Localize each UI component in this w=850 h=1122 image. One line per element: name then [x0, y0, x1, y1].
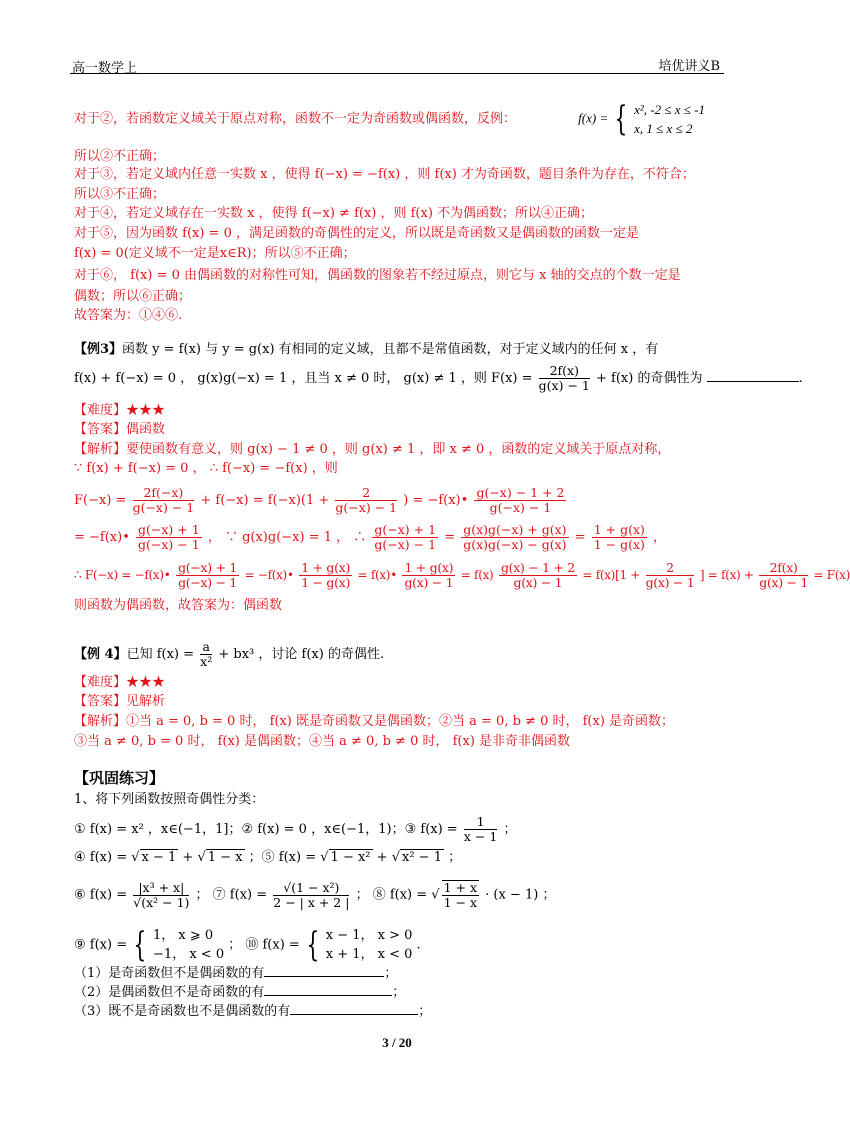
- text: + f(−x) = f(−x)(1 +: [200, 493, 330, 508]
- radicand: 1 − x²: [330, 850, 371, 865]
- den: g(−x) − 1: [489, 500, 552, 515]
- num: g(x) − 1 + 2: [500, 560, 575, 575]
- counterexample-cases: [634, 100, 705, 138]
- num: 2: [646, 561, 695, 576]
- case: 1， x ⩾ 0: [153, 928, 214, 943]
- part1-line1-text: 对于②，若函数定义域关于原点对称，函数不一定为奇函数或偶函数，反例：: [74, 111, 517, 127]
- example3-q2a: f(x) + f(−x) = 0 ， g(x)g(−x) = 1 ，且当 x ≠ 0 时， g(x) ≠ 1 ，则 F(x) =: [74, 371, 533, 386]
- text: ] = f(x) +: [699, 568, 754, 582]
- text: ；: [418, 1004, 432, 1019]
- text: =: [444, 530, 456, 545]
- header-divider: [70, 73, 724, 74]
- num: 1: [464, 815, 497, 830]
- radicand: x² − 1: [402, 850, 442, 865]
- text: = f(x)•: [357, 568, 397, 582]
- radicand: x − 1: [141, 850, 177, 865]
- part1-line1: [74, 100, 705, 138]
- period: .: [798, 371, 803, 386]
- practice-functions-row2: ④ f(x) = √ x − 1 + √ 1 − x ；⑤ f(x) = √ 1 − x² + √ x² − 1 ；: [74, 850, 462, 865]
- example4-answer: 【答案】见解析: [74, 694, 166, 709]
- den: g(−x) − 1: [132, 500, 195, 515]
- counterexample-function: [578, 100, 705, 138]
- text: ；: [503, 822, 517, 837]
- text: ， ∵ g(x)g(−x) = 1 ， ∴: [207, 530, 367, 545]
- practice-sub1: [74, 966, 397, 982]
- text: （2）是偶函数但不是奇函数的有: [74, 985, 265, 1000]
- case-2: x, 1 ≤ x ≤ 2: [634, 121, 693, 136]
- practice-sub2: [74, 985, 405, 1001]
- num: 2: [335, 486, 397, 501]
- text: = f(x)[1 +: [582, 568, 641, 582]
- answer-blank[interactable]: [707, 381, 799, 382]
- num: 1 + g(x): [404, 560, 454, 575]
- num: 2f(−x): [133, 486, 195, 501]
- den: g(x) − 1: [404, 575, 454, 590]
- example3-answer: 【答案】偶函数: [74, 422, 166, 437]
- example3-q1: 函数 y = f(x) 与 y = g(x) 有相同的定义域，且都不是常值函数，对于定义域内的任何 x ，有: [122, 342, 659, 357]
- text: · (x − 1) ；: [485, 887, 556, 903]
- num: g(−x) − 1 + 2: [476, 485, 565, 500]
- brace: {: [614, 99, 628, 139]
- text: = F(x): [813, 568, 850, 582]
- part1-line7: f(x) = 0(定义域不一定是x∈R)；所以⑤不正确；: [74, 246, 356, 261]
- part1-line10: 故答案为：①④⑥.: [74, 308, 183, 323]
- practice-title: 【巩固练习】: [74, 769, 165, 787]
- num: g(−x) + 1: [374, 522, 437, 537]
- den: g(−x) − 1: [335, 500, 398, 515]
- num: |x³ + x|: [133, 881, 189, 896]
- example3-fraction: [539, 364, 590, 393]
- practice-functions-row3: [74, 880, 555, 910]
- frac-den: g(x) − 1: [538, 378, 590, 393]
- header-left: 高一数学上: [72, 61, 138, 76]
- case-1: x², -2 ≤ x ≤ -1: [634, 102, 706, 117]
- den: g(x) − 1: [759, 575, 808, 590]
- num: 1 + x: [443, 880, 478, 895]
- practice-functions-row1: [74, 815, 516, 844]
- case: x − 1， x > 0: [325, 928, 413, 943]
- frac-num: 2f(x): [539, 364, 590, 379]
- text: + bx³ ，讨论 f(x) 的奇偶性.: [218, 647, 385, 662]
- text: .: [416, 937, 421, 953]
- cases: [326, 926, 413, 964]
- text: ④ f(x) =: [74, 850, 132, 865]
- text: F(−x) =: [74, 493, 127, 508]
- example3-q2b: + f(x) 的奇偶性为: [596, 371, 703, 386]
- text: ； ⑩ f(x) =: [228, 937, 300, 953]
- num: √(1 − x²): [273, 881, 349, 896]
- num: g(−x) + 1: [178, 560, 238, 575]
- den: g(−x) − 1: [178, 575, 238, 590]
- text: ；⑤ f(x) =: [244, 850, 321, 865]
- header-right: 培优讲义B: [658, 59, 720, 74]
- practice-functions-row4: [74, 926, 421, 964]
- part1-line2: 所以②不正确；: [74, 149, 166, 164]
- text: = −f(x)•: [74, 530, 130, 545]
- case: x + 1， x < 0: [325, 947, 413, 962]
- text: ；: [443, 850, 462, 865]
- cases: [153, 926, 224, 964]
- example4-analysis-2: ③当 a ≠ 0, b = 0 时， f(x) 是偶函数；④当 a ≠ 0, b ≠ 0 时， f(x) 是非奇非偶函数: [74, 734, 571, 749]
- example4-question: [74, 640, 384, 669]
- answer-blank-3[interactable]: [290, 1014, 418, 1015]
- counterexample-lhs: f(x) =: [578, 110, 609, 126]
- example3-question-line2: [74, 364, 803, 393]
- example3-derivation-1: [74, 486, 568, 515]
- text: ∴ F(−x) = −f(x)•: [74, 568, 171, 582]
- answer-blank-2[interactable]: [264, 995, 392, 996]
- text: ① f(x) = x² ，x∈(−1，1]；② f(x) = 0 ，x∈(−1，1)；③ f(x) =: [74, 822, 458, 837]
- den: √(x² − 1): [133, 894, 190, 910]
- text: ，: [653, 530, 667, 545]
- text: ⑥ f(x) =: [74, 887, 128, 903]
- part1-line6: 对于⑤，因为函数 f(x) = 0 ，满足函数的奇偶性的定义，所以既是奇函数又是偶函数的函数一定是: [74, 226, 639, 241]
- part1-line8: 对于⑥， f(x) = 0 由偶函数的对称性可知，偶函数的图象若不经过原点，则它与 x 轴的交点的个数一定是: [74, 268, 681, 283]
- practice-q1: 1、将下列函数按照奇偶性分类：: [74, 792, 265, 807]
- example3-derivation-2: [74, 523, 666, 552]
- example3-question-line1: [74, 342, 658, 358]
- part1-line3: 对于③，若定义域内任意一实数 x ，使得 f(−x) = −f(x) ，则 f(x) 才为奇函数，题目条件为存在，不符合；: [74, 167, 695, 182]
- den: g(x) − 1: [513, 575, 563, 590]
- part1-line5: 对于④，若定义域存在一实数 x ，使得 f(−x) ≠ f(x) ，则 f(x) 不为偶函数；所以④正确；: [74, 206, 594, 221]
- text: ； ⑦ f(x) =: [195, 887, 268, 903]
- den: x²: [200, 654, 213, 669]
- den: g(−x) − 1: [138, 537, 200, 552]
- example3-analysis-2: ∵ f(x) + f(−x) = 0 ， ∴ f(−x) = −f(x) ，则: [74, 461, 338, 476]
- den: g(x)g(−x) − g(x): [463, 537, 567, 552]
- answer-blank-1[interactable]: [264, 976, 384, 977]
- example4-difficulty: 【难度】★★★: [74, 675, 166, 690]
- text: （3）既不是奇函数也不是偶函数的有: [74, 1004, 291, 1019]
- brace: {: [133, 925, 147, 965]
- den: 1 − g(x): [301, 575, 351, 590]
- den: 1 − x: [443, 895, 478, 910]
- text: = −f(x)•: [244, 568, 294, 582]
- part1-line9: 偶数；所以⑥正确；: [74, 289, 192, 304]
- example4-analysis-1: 【解析】①当 a = 0, b = 0 时， f(x) 既是奇函数又是偶函数；②当 a = 0, b ≠ 0 时， f(x) 是奇函数；: [74, 714, 675, 729]
- num: 1 + g(x): [593, 522, 645, 537]
- den: g(−x) − 1: [374, 537, 437, 552]
- num: 1 + g(x): [301, 560, 351, 575]
- page-number: 3 / 20: [382, 1035, 412, 1050]
- radicand: 1 − x: [207, 850, 243, 865]
- den: 1 − g(x): [593, 537, 645, 552]
- example3-conclusion: 则函数为偶函数，故答案为：偶函数: [74, 598, 283, 613]
- example3-analysis-1: 【解析】要使函数有意义，则 g(x) − 1 ≠ 0 ，则 g(x) ≠ 1 ，即 x ≠ 0 ，函数的定义域关于原点对称，: [74, 442, 671, 457]
- text: = f(x): [460, 568, 494, 582]
- example3-derivation-3: [74, 561, 850, 590]
- text: +: [372, 850, 392, 865]
- brace: {: [306, 925, 320, 965]
- example4-label: 【例 4】: [74, 647, 127, 662]
- text: ) = −f(x)•: [403, 493, 469, 508]
- example3-difficulty: 【难度】★★★: [74, 403, 166, 418]
- den: x − 1: [463, 829, 498, 844]
- den: g(x) − 1: [645, 575, 695, 590]
- text: 已知 f(x) =: [126, 647, 195, 662]
- num: g(−x) + 1: [138, 522, 200, 537]
- text: ； ⑧ f(x) = √: [355, 887, 440, 903]
- text: ；: [384, 966, 398, 981]
- num: g(x)g(−x) + g(x): [463, 522, 567, 537]
- text: +: [178, 850, 198, 865]
- text: ⑨ f(x) =: [74, 937, 128, 953]
- case: −1， x < 0: [153, 947, 225, 962]
- num: a: [200, 640, 212, 655]
- num: 2f(x): [759, 561, 808, 576]
- text: ；: [392, 985, 406, 1000]
- den: 2 − | x + 2 |: [273, 894, 350, 910]
- part1-line4: 所以③不正确；: [74, 187, 166, 202]
- practice-sub3: [74, 1004, 431, 1020]
- text: （1）是奇函数但不是偶函数的有: [74, 966, 265, 981]
- example3-label: 【例3】: [74, 342, 123, 357]
- text: =: [574, 530, 586, 545]
